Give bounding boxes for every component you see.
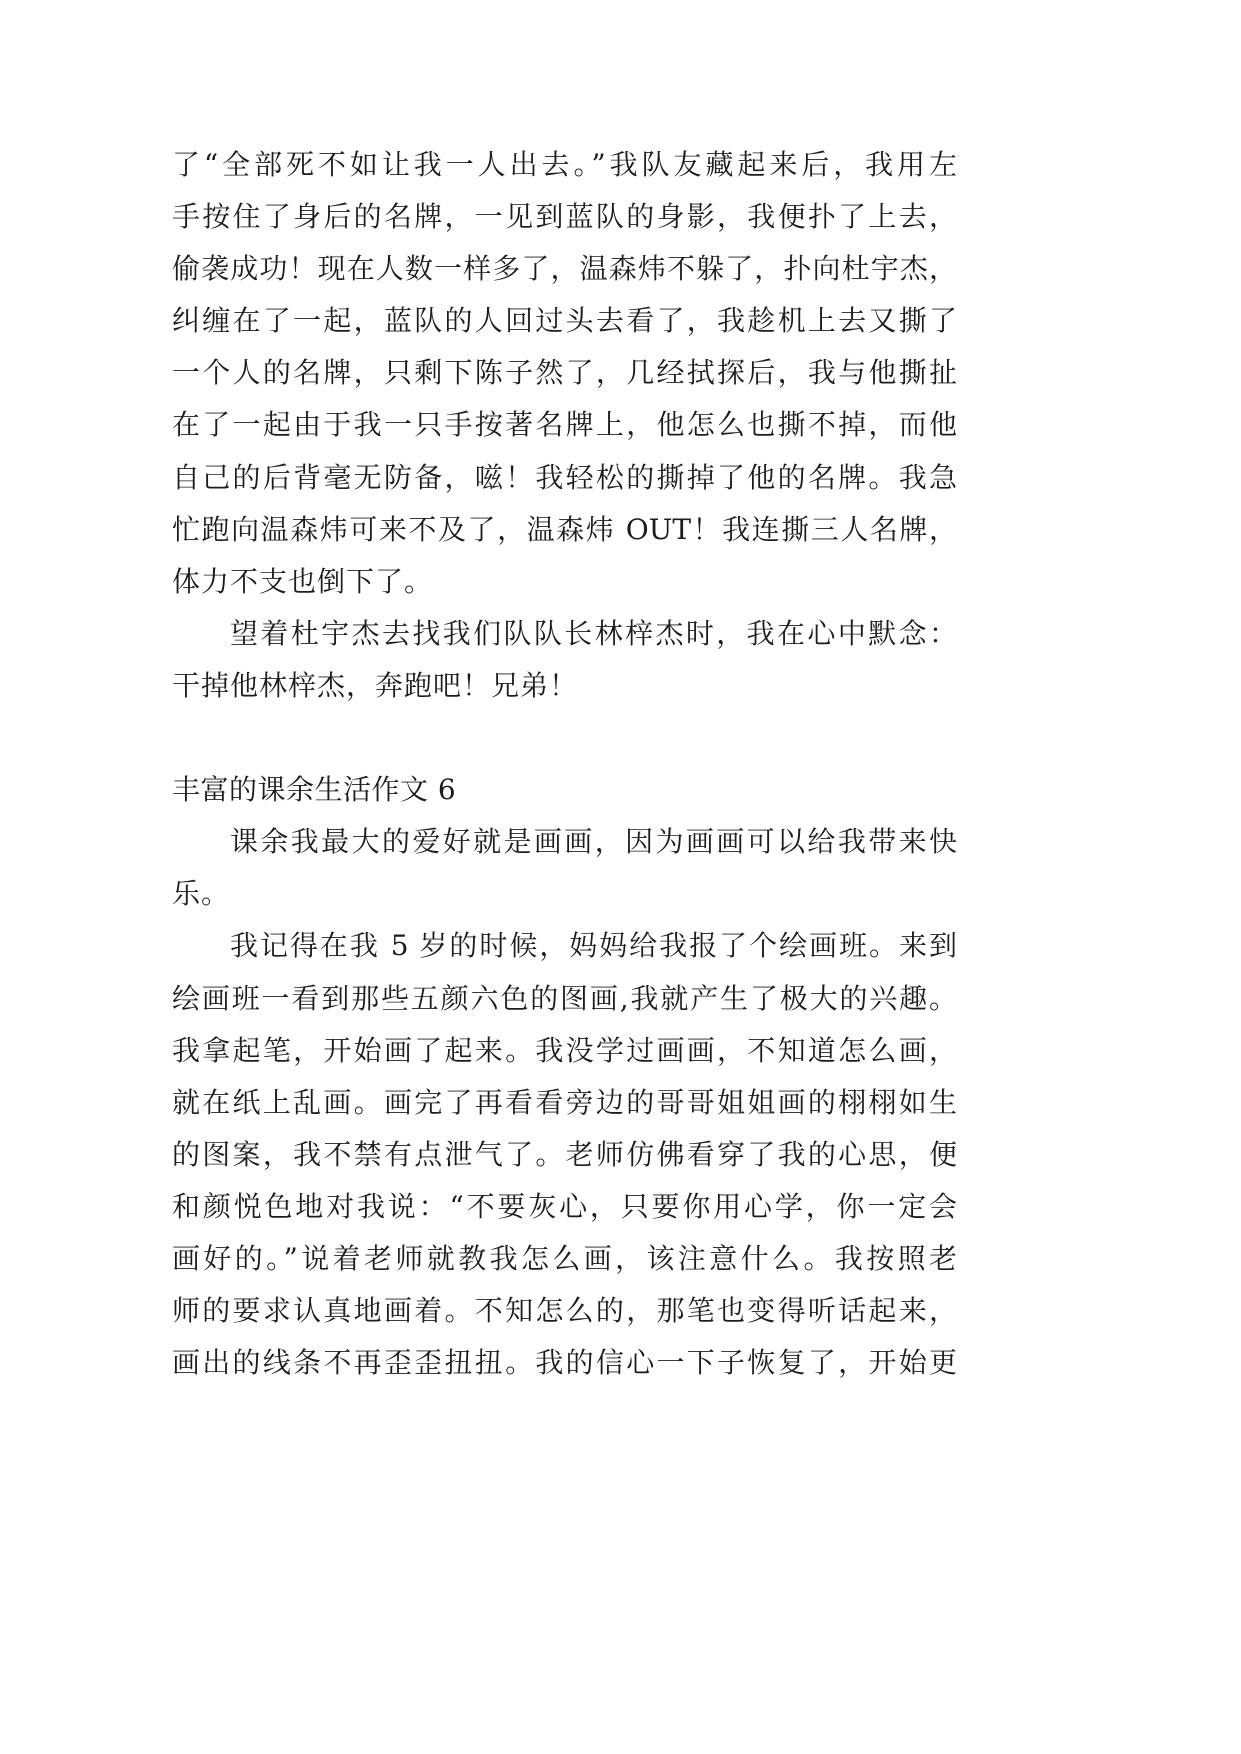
text-line: 我记得在我 5 岁的时候，妈妈给我报了个绘画班。来到: [230, 929, 957, 963]
text-line: 课余我最大的爱好就是画画，因为画画可以给我带来快: [230, 825, 957, 859]
text-line: 望着杜宇杰去找我们队队长林梓杰时，我在心中默念：: [230, 616, 957, 650]
text-line: 绘画班一看到那些五颜六色的图画,我就产生了极大的兴趣。: [172, 981, 957, 1015]
text-line: 和颜悦色地对我说：“不要灰心，只要你用心学，你一定会: [172, 1189, 957, 1223]
text-line: 一个人的名牌，只剩下陈子然了，几经拭探后，我与他撕扯: [172, 356, 957, 390]
text-line: 自己的后背毫无防备，嗞！我轻松的撕掉了他的名牌。我急: [172, 460, 957, 494]
text-line: 了“全部死不如让我一人出去。”我队友藏起来后，我用左: [172, 148, 957, 181]
text-line: 的图案，我不禁有点泄气了。老师仿佛看穿了我的心思，便: [172, 1137, 957, 1171]
paragraph: [172, 139, 957, 608]
text-line: 在了一起由于我一只手按著名牌上，他怎么也撕不掉，而他: [172, 408, 957, 442]
text-line: 就在纸上乱画。画完了再看看旁边的哥哥姐姐画的栩栩如生: [172, 1085, 957, 1119]
paragraph: [172, 608, 957, 712]
text-line: 体力不支也倒下了。: [172, 564, 434, 598]
paragraph: [172, 816, 957, 920]
section-title: 丰富的课余生活作文 6: [172, 773, 457, 807]
text-line: 偷袭成功！现在人数一样多了，温森炜不躲了，扑向杜宇杰，: [172, 252, 957, 286]
text-line: 手按住了身后的名牌，一见到蓝队的身影，我便扑了上去，: [172, 200, 957, 234]
text-line: 乐。: [172, 877, 231, 911]
text-line: 我拿起笔，开始画了起来。我没学过画画，不知道怎么画，: [172, 1033, 957, 1067]
text-line: 忙跑向温森炜可来不及了，温森炜 OUT！我连撕三人名牌，: [172, 512, 957, 546]
text-line: 画好的。”说着老师就教我怎么画，该注意什么。我按照老: [172, 1241, 957, 1275]
document-body: [172, 139, 957, 1389]
paragraph: [172, 920, 957, 1389]
text-line: 干掉他林梓杰，奔跑吧！兄弟！: [172, 668, 579, 702]
text-line: 画出的线条不再歪歪扭扭。我的信心一下子恢复了，开始更: [172, 1346, 957, 1380]
text-line: 师的要求认真地画着。不知怎么的，那笔也变得听话起来，: [172, 1294, 957, 1328]
text-line: 纠缠在了一起，蓝队的人回过头去看了，我趁机上去又撕了: [172, 304, 957, 338]
